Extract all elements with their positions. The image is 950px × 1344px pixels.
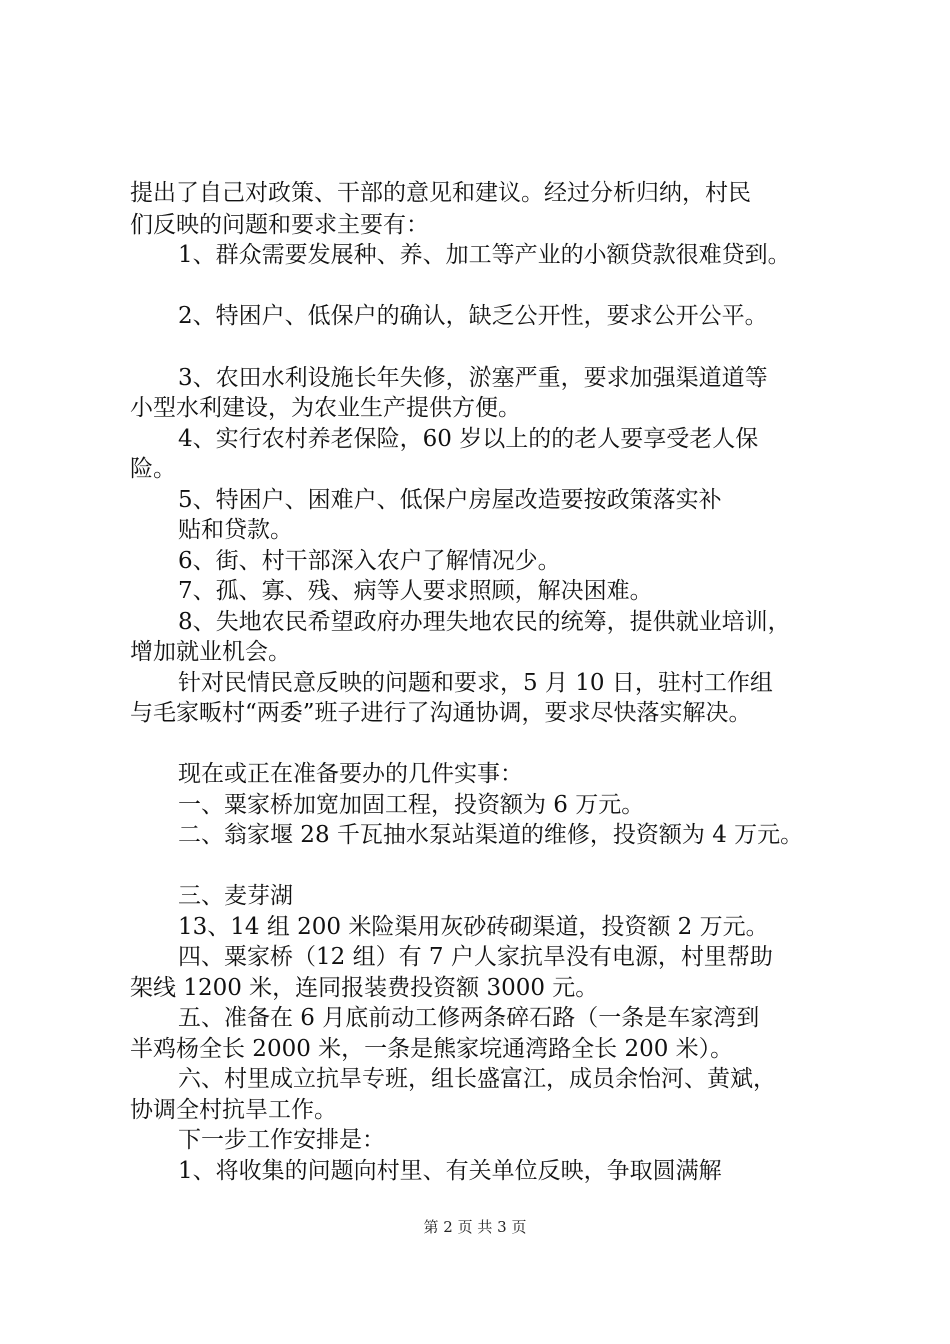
text-line: 增加就业机会。 bbox=[130, 639, 291, 665]
text-line: 贴和贷款。 bbox=[178, 517, 293, 543]
text-line: 8、失地农民希望政府办理失地农民的统筹，提供就业培训， bbox=[178, 609, 791, 635]
text-line: 协调全村抗旱工作。 bbox=[130, 1097, 337, 1123]
text-line: 针对民情民意反映的问题和要求，5 月 10 日，驻村工作组 bbox=[178, 670, 773, 696]
text-line: 半鸡杨全长 2000 米，一条是熊家垸通湾路全长 200 米）。 bbox=[130, 1036, 734, 1062]
text-line: 下一步工作安排是： bbox=[178, 1127, 385, 1153]
text-line: 6、街、村干部深入农户了解情况少。 bbox=[178, 548, 561, 574]
text-line: 3、农田水利设施长年失修，淤塞严重，要求加强渠道道等 bbox=[178, 365, 768, 391]
text-line: 小型水利建设，为农业生产提供方便。 bbox=[130, 395, 521, 421]
text-line: 1、将收集的问题向村里、有关单位反映，争取圆满解 bbox=[178, 1158, 722, 1184]
text-line: 2、特困户、低保户的确认，缺乏公开性，要求公开公平。 bbox=[178, 303, 768, 329]
page-number-footer: 第 2 页 共 3 页 bbox=[423, 1218, 527, 1236]
text-line: 四、粟家桥（12 组）有 7 户人家抗旱没有电源，村里帮助 bbox=[178, 944, 773, 970]
text-line: 13、14 组 200 米险渠用灰砂砖砌渠道，投资额 2 万元。 bbox=[178, 914, 769, 940]
text-line: 二、翁家堰 28 千瓦抽水泵站渠道的维修，投资额为 4 万元。 bbox=[178, 822, 804, 848]
text-line: 一、粟家桥加宽加固工程，投资额为 6 万元。 bbox=[178, 792, 645, 818]
text-line: 架线 1200 米，连同报装费投资额 3000 元。 bbox=[130, 975, 599, 1001]
text-line: 三、麦芽湖 bbox=[178, 883, 293, 909]
text-line: 提出了自己对政策、干部的意见和建议。经过分析归纳，村民 bbox=[130, 180, 751, 206]
text-line: 五、准备在 6 月底前动工修两条碎石路（一条是车家湾到 bbox=[178, 1005, 760, 1031]
text-line: 现在或正在准备要办的几件实事： bbox=[178, 761, 523, 787]
text-line: 与毛家畈村“两委”班子进行了沟通协调，要求尽快落实解决。 bbox=[130, 700, 752, 726]
text-line: 1、群众需要发展种、养、加工等产业的小额贷款很难贷到。 bbox=[178, 242, 791, 268]
text-line: 7、孤、寡、残、病等人要求照顾，解决困难。 bbox=[178, 578, 653, 604]
text-line: 险。 bbox=[130, 456, 176, 482]
text-line: 六、村里成立抗旱专班，组长盛富江，成员余怡河、黄斌， bbox=[178, 1066, 776, 1092]
text-line: 们反映的问题和要求主要有： bbox=[130, 212, 429, 238]
text-line: 4、实行农村养老保险，60 岁以上的的老人要享受老人保 bbox=[178, 426, 759, 452]
text-line: 5、特困户、困难户、低保户房屋改造要按政策落实补 bbox=[178, 487, 722, 513]
